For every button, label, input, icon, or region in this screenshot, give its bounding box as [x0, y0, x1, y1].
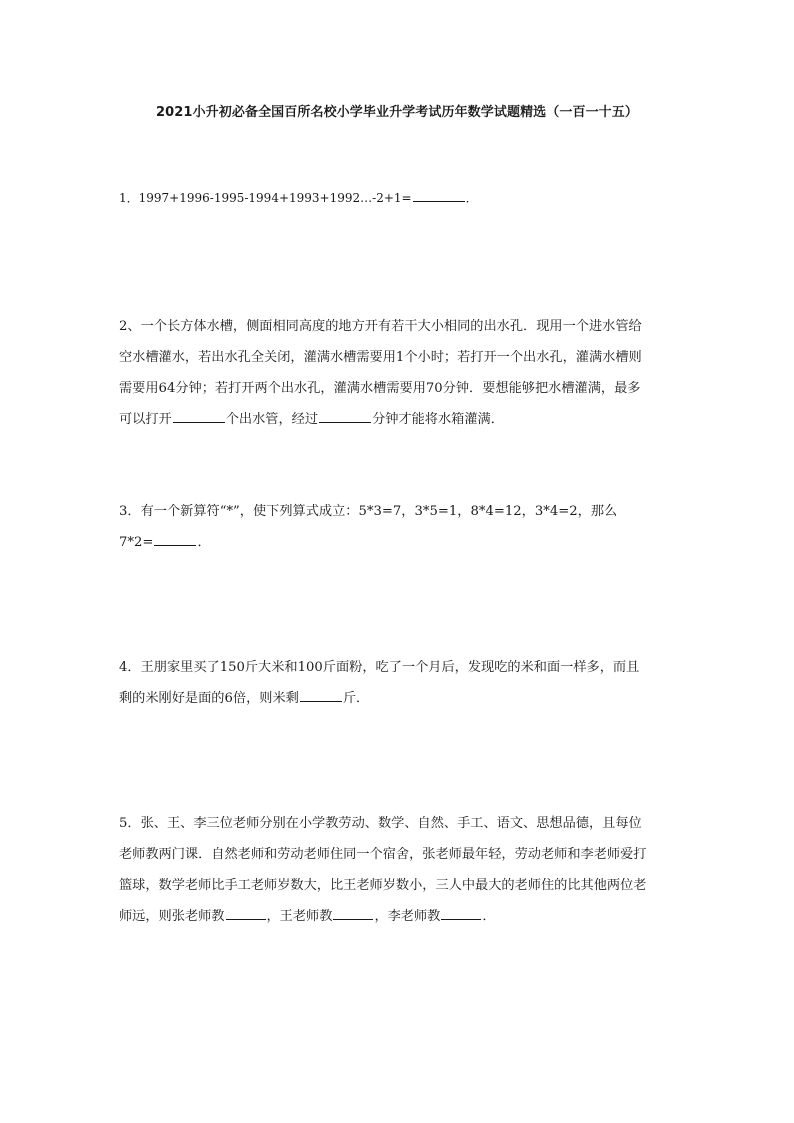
answer-blank[interactable] [226, 905, 266, 920]
answer-blank[interactable] [173, 408, 225, 423]
question-5-text-a: 师远，则张老师教 [119, 909, 225, 924]
answer-blank[interactable] [319, 408, 371, 423]
question-4-text-b: 斤． [342, 691, 370, 706]
question-5-text-c: ，李老师教 [374, 909, 441, 924]
question-5-text-b: ，王老师教 [266, 909, 333, 924]
question-2-line-2: 空水槽灌水，若出水孔全关闭，灌满水槽需要用1个小时；若打开一个出水孔，灌满水槽则 [119, 350, 642, 365]
question-1 [119, 183, 679, 214]
question-2-line-4 [119, 404, 679, 435]
question-2 [119, 311, 679, 435]
question-4-text-a: 剩的米刚好是面的6倍，则米剩 [119, 691, 299, 706]
answer-blank[interactable] [441, 905, 481, 920]
question-3 [119, 496, 679, 558]
question-3-line-1: 3．有一个新算符“*”，使下列算式成立：5*3=7，3*5=1，8*4=12，3*4=2，那么 [119, 504, 618, 519]
question-5-line-2: 老师教两门课．自然老师和劳动老师住同一个宿舍，张老师最年轻，劳动老师和李老师爱打 [119, 847, 647, 862]
question-1-text: 1．1997+1996-1995-1994+1993+1992…-2+1= [119, 191, 412, 205]
question-3-text-a: 7*2= [119, 535, 154, 550]
question-4-line-2 [119, 683, 679, 714]
question-3-line-2 [119, 527, 679, 558]
question-2-text-b: 个出水管，经过 [225, 412, 319, 427]
question-1-end: ． [465, 191, 478, 205]
question-5-line-3: 篮球，数学老师比手工老师岁数大，比王老师岁数小，三人中最大的老师住的比其他两位老 [119, 878, 647, 893]
question-3-text-b: ． [197, 535, 211, 550]
question-1-line [119, 183, 679, 214]
question-5-line-4 [119, 901, 679, 932]
answer-blank[interactable] [300, 687, 342, 702]
question-5-text-d: ． [482, 909, 496, 924]
answer-blank[interactable] [413, 187, 465, 202]
question-2-line-3: 需要用64分钟；若打开两个出水孔，灌满水槽需要用70分钟．要想能够把水槽灌满，最多 [119, 381, 641, 396]
question-2-text-a: 可以打开 [119, 412, 172, 427]
question-4 [119, 652, 679, 714]
question-5 [119, 808, 679, 932]
question-2-line-1: 2、一个长方体水槽，侧面相同高度的地方开有若干大小相同的出水孔．现用一个进水管给 [119, 319, 642, 334]
answer-blank[interactable] [333, 905, 373, 920]
question-4-line-1: 4．王朋家里买了150斤大米和100斤面粉，吃了一个月后，发现吃的米和面一样多，而且 [119, 660, 640, 675]
question-5-line-1: 5．张、王、李三位老师分别在小学教劳动、数学、自然、手工、语文、思想品德，且每位 [119, 816, 642, 831]
answer-blank[interactable] [154, 531, 196, 546]
question-2-text-c: 分钟才能将水箱灌满． [372, 412, 504, 427]
page-title: 2021小升初必备全国百所名校小学毕业升学考试历年数学试题精选（一百一十五） [156, 105, 638, 120]
